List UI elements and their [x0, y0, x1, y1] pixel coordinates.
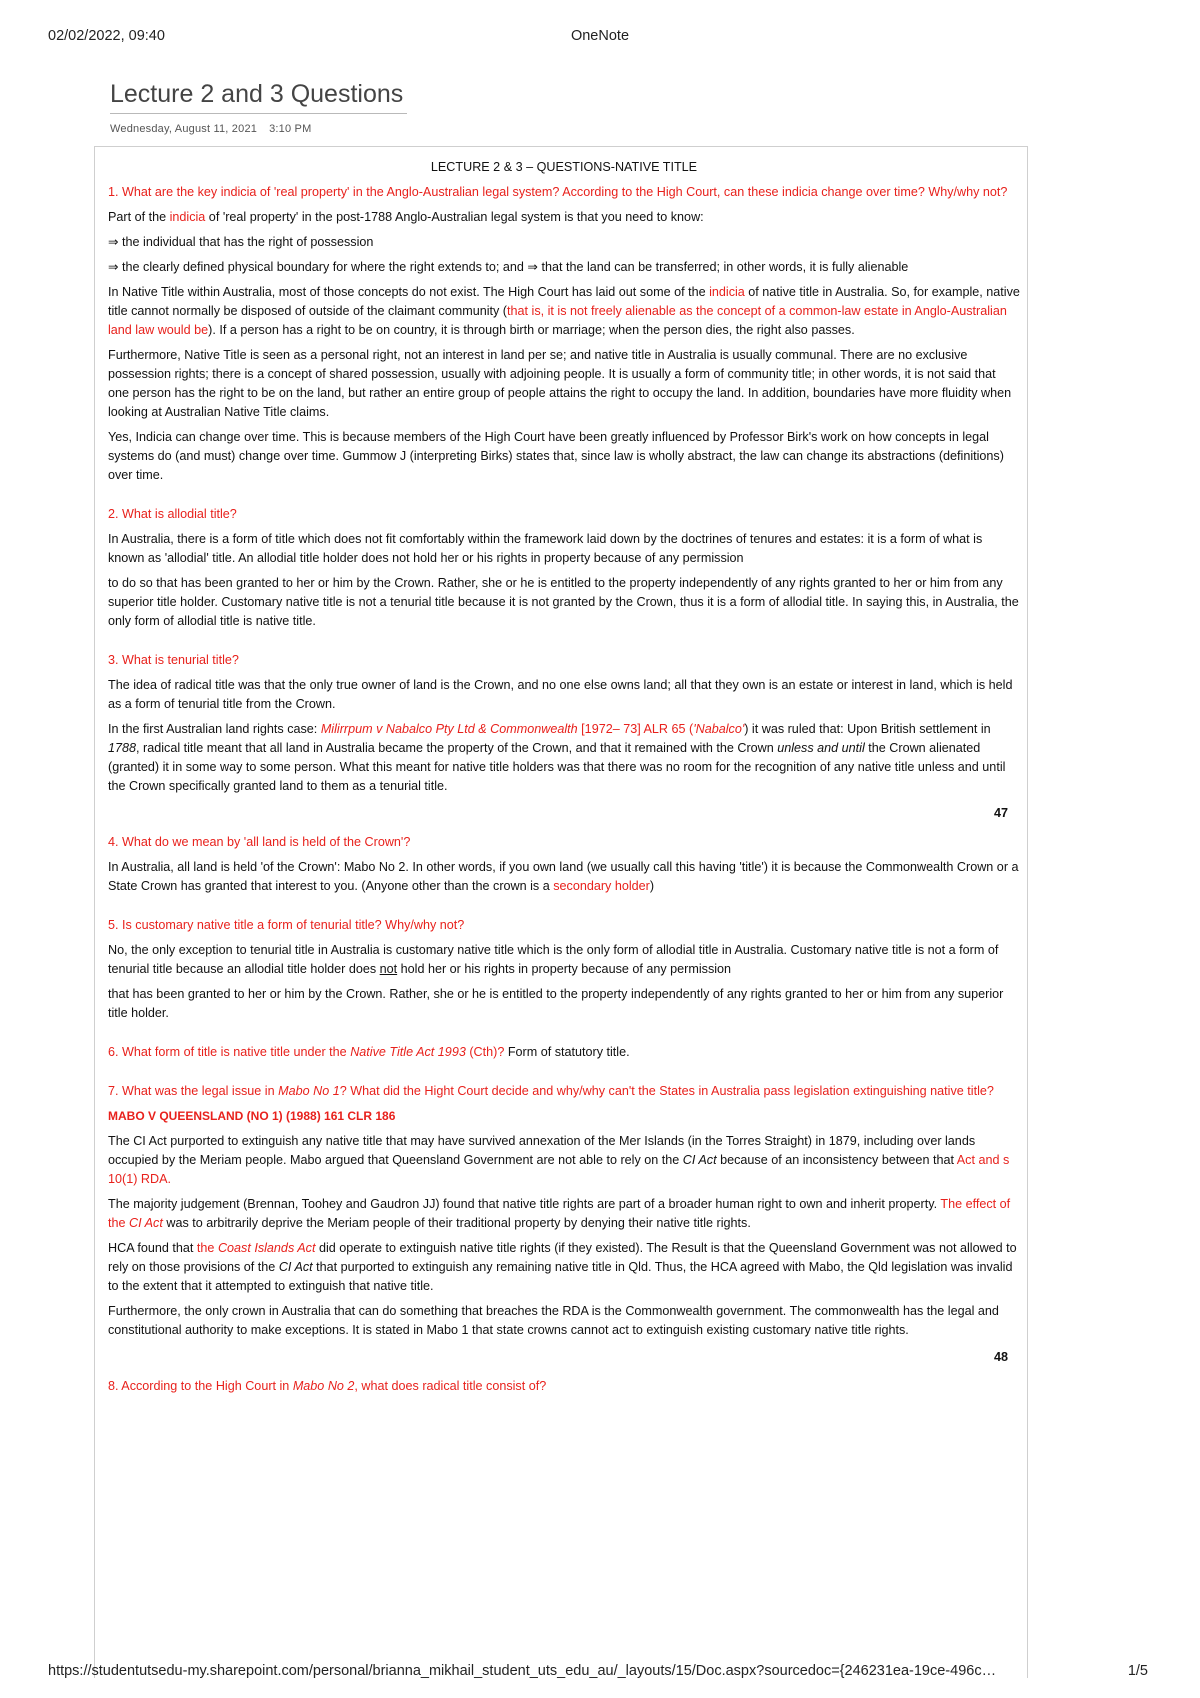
page-number: 48: [993, 1350, 1008, 1364]
paragraph: The idea of radical title was that the only true owner of land is the Crown, and no one else owns land; all that they own is an estate or interest in land, which is held as a form of tenurial title from the Crown.: [108, 678, 1013, 711]
document-heading: LECTURE 2 & 3 – QUESTIONS-NATIVE TITLE: [430, 160, 698, 174]
print-page-count: 1/5: [1127, 1663, 1148, 1679]
paragraph: Furthermore, the only crown in Australia that can do something that breaches the RDA is the Commonwealth government. The commonwealth has the legal and constitutional authority to make exceptions. It is stated in Mabo 1 that state crowns cannot act to extinguish existing customary native title rights.: [108, 1304, 999, 1337]
print-url: https://studentutsedu-my.sharepoint.com/personal/brianna_mikhail_student_uts_edu_au/_layouts/15/Doc.aspx?sourcedoc={246231ea-19ce-496c…: [48, 1663, 997, 1679]
case-heading: MABO V QUEENSLAND (NO 1) (1988) 161 CLR 186: [108, 1109, 396, 1123]
paragraph: Yes, Indicia can change over time. This is because members of the High Court have been greatly influenced by Professor Birk's work on how concepts in legal systems do (and must) change over time. Gummow J (interpreting Birks) states that, since law is wholly abstract, the law can change its abstractions (definitions) over time.: [108, 430, 1004, 482]
paragraph: that has been granted to her or him by the Crown. Rather, she or he is entitled to the property independently of any rights granted to her or him from any superior title holder.: [108, 987, 1004, 1020]
page-meta: [110, 123, 311, 135]
paragraph: ⇒ the individual that has the right of possession: [108, 235, 374, 249]
paragraph: In the first Australian land rights case: Milirrpum v Nabalco Pty Ltd & Commonwealth [1972– 73] ALR 65 ('Nabalco') it was ruled that: Upon British settlement in 1788, radical title meant that all land in Australia became the property of the Crown, and that it remained with the Crown unless and until the Crown alienated (granted) it in some way to some person. What this meant for native title holders was that there was no room for the recognition of any native title unless and until the Crown specifically granted land to them as a tenurial title.: [108, 722, 1006, 793]
print-datetime: 02/02/2022, 09:40: [48, 28, 165, 44]
paragraph: to do so that has been granted to her or him by the Crown. Rather, she or he is entitled to the property independently of any rights granted to her or him from any superior title holder. Customary native title is not a tenurial title because it is not granted by the Crown, thus it is a form of allodial title. In saying this, in Australia, the only form of allodial title is native title.: [108, 576, 1019, 628]
question-8: 8. According to the High Court in Mabo No 2, what does radical title consist of?: [108, 1379, 547, 1393]
page-time: 3:10 PM: [269, 123, 312, 135]
paragraph: No, the only exception to tenurial title in Australia is customary native title which is the only form of allodial title in Australia. Customary native title is not a form of tenurial title because an allodial title holder does not hold her or his rights in property because of any permission: [108, 943, 999, 976]
paragraph: ⇒ the clearly defined physical boundary for where the right extends to; and ⇒ that the land can be transferred; in other words, it is fully alienable: [108, 260, 909, 274]
paragraph: The CI Act purported to extinguish any native title that may have survived annexation of the Mer Islands (in the Torres Straight) in 1879, including over lands occupied by the Meriam people. Mabo argued that Queensland Government are not able to rely on the CI Act because of an inconsistency between that Act and s 10(1) RDA.: [108, 1134, 1010, 1186]
question-7: 7. What was the legal issue in Mabo No 1? What did the Hight Court decide and why/why can't the States in Australia pass legislation extinguishing native title?: [108, 1084, 994, 1098]
question-1: 1. What are the key indicia of 'real property' in the Anglo-Australian legal system? According to the High Court, can these indicia change over time? Why/why not?: [108, 185, 1008, 199]
paragraph: Part of the indicia of 'real property' in the post-1788 Anglo-Australian legal system is that you need to know:: [108, 210, 704, 224]
question-3: 3. What is tenurial title?: [108, 653, 239, 667]
paragraph: In Australia, there is a form of title which does not fit comfortably within the framework laid down by the doctrines of tenures and estates: it is a form of what is known as 'allodial' title. An allodial title holder does not hold her or his rights in property because of any permission: [108, 532, 983, 565]
page-date: Wednesday, August 11, 2021: [110, 123, 258, 135]
paragraph: In Australia, all land is held 'of the Crown': Mabo No 2. In other words, if you own land (we usually call this having 'title') it is because the Commonwealth Crown or a State Crown has granted that interest to you. (Anyone other than the crown is a secondary holder): [108, 860, 1019, 893]
question-4: 4. What do we mean by 'all land is held of the Crown'?: [108, 835, 411, 849]
question-2: 2. What is allodial title?: [108, 507, 237, 521]
paragraph: The majority judgement (Brennan, Toohey and Gaudron JJ) found that native title rights are part of a broader human right to own and inherit property. The effect of the CI Act was to arbitrarily deprive the Meriam people of their traditional property by denying their native title rights.: [108, 1197, 1011, 1230]
note-content[interactable]: [108, 158, 1020, 1402]
page-title[interactable]: Lecture 2 and 3 Questions: [110, 80, 407, 114]
page-number: 47: [993, 806, 1008, 820]
question-5: 5. Is customary native title a form of tenurial title? Why/why not?: [108, 918, 465, 932]
paragraph: In Native Title within Australia, most of those concepts do not exist. The High Court has laid out some of the indicia of native title in Australia. So, for example, native title cannot normally be disposed of outside of the claimant community (that is, it is not freely alienable as the concept of a common-law estate in Anglo-Australian land law would be). If a person has a right to be on country, it is through birth or marriage; when the person dies, the right also passes.: [108, 285, 1020, 337]
paragraph: Furthermore, Native Title is seen as a personal right, not an interest in land per se; and native title in Australia is usually communal. There are no exclusive possession rights; there is a concept of shared possession, usually with adjoining people. It is usually a form of community title; in other words, it is not said that one person has the right to be on the land, but rather an entire group of people attains the right to occupy the land. In addition, boundaries have more fluidity when looking at Australian Native Title claims.: [108, 348, 1012, 419]
paragraph: HCA found that the Coast Islands Act did operate to extinguish native title rights (if they existed). The Result is that the Queensland Government was not allowed to rely on those provisions of the CI Act that purported to extinguish any remaining native title in Qld. Thus, the HCA agreed with Mabo, the Qld legislation was invalid to the extent that it attempted to extinguish that native title.: [108, 1241, 1017, 1293]
print-app-name: OneNote: [570, 28, 630, 44]
question-6: 6. What form of title is native title under the Native Title Act 1993 (Cth)? Form of statutory title.: [108, 1045, 630, 1059]
